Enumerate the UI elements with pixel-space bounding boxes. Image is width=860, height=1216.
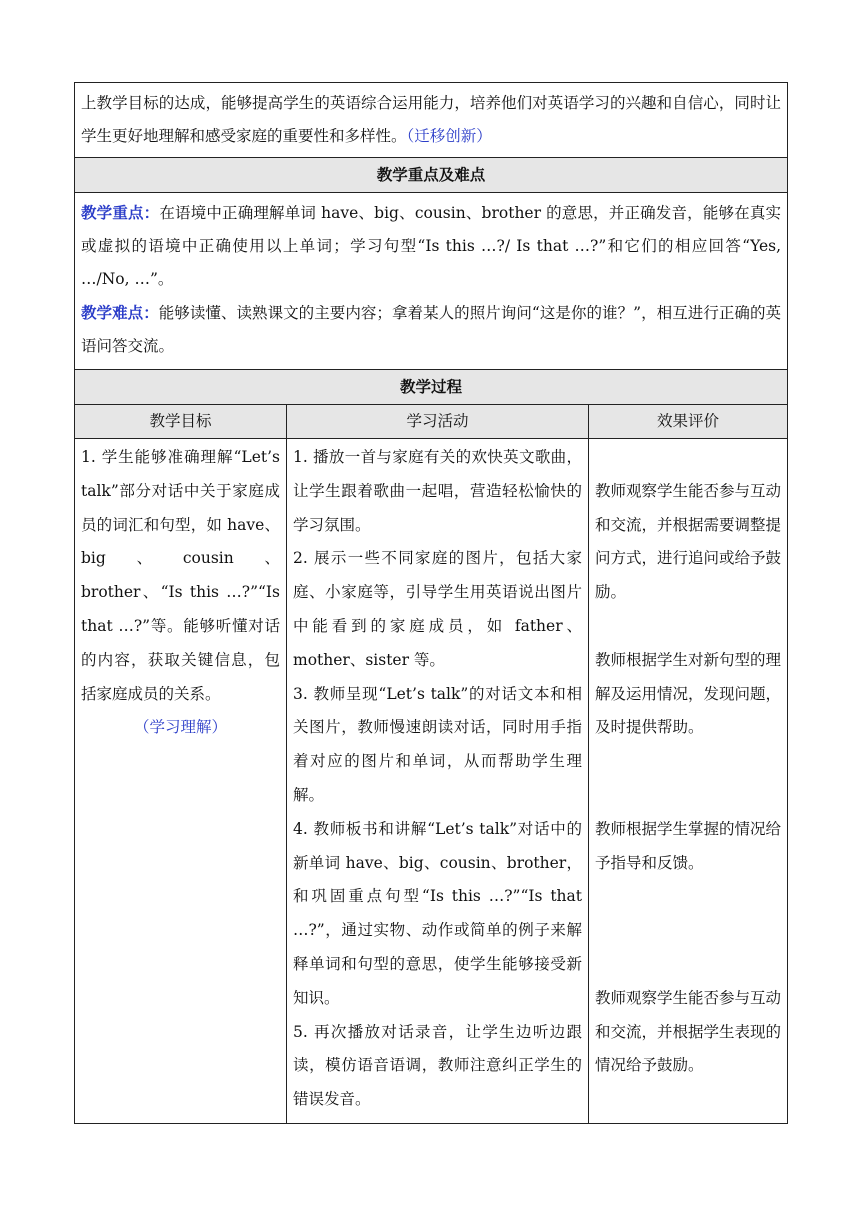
activity-item: 5. 再次播放对话录音，让学生边听边跟读，模仿语音语调，教师注意纠正学生的错误发音。 [293, 1022, 582, 1109]
evaluation-item: 教师根据学生掌握的情况给予指导和反馈。 [595, 819, 782, 872]
focus-paragraph [81, 196, 781, 296]
lesson-plan-table [74, 82, 788, 1124]
key-section-content [75, 193, 788, 370]
key-section-header-row [75, 158, 788, 193]
evaluation-cell [589, 439, 788, 1124]
process-content-row [75, 439, 788, 1124]
lesson-plan-document [74, 82, 787, 1124]
objectives-continuation-text: 上教学目标的达成，能够提高学生的英语综合运用能力，培养他们对英语学习的兴趣和自信心，同时让学生更好地理解和感受家庭的重要性和多样性。 [81, 94, 782, 145]
objectives-continuation-row [75, 83, 788, 158]
evaluation-item: 教师根据学生对新句型的理解及运用情况，发现问题，及时提供帮助。 [595, 650, 782, 737]
evaluation-item: 教师观察学生能否参与互动和交流，并根据需要调整提问方式，进行追问或给予鼓励。 [595, 481, 782, 602]
key-section-header: 教学重点及难点 [75, 158, 788, 193]
process-column-header-row [75, 405, 788, 439]
activities-cell [287, 439, 589, 1124]
activity-item: 2. 展示一些不同家庭的图片，包括大家庭、小家庭等，引导学生用英语说出图片中能看到的家庭成员，如 father、mother、sister 等。 [293, 549, 582, 669]
key-section-content-row [75, 193, 788, 370]
focus-label: 教学重点： [81, 203, 160, 222]
difficulty-paragraph [81, 296, 781, 363]
objectives-continuation-tag: （迁移创新） [406, 127, 492, 145]
goal-text: 1. 学生能够准确理解“Let’s talk”部分对话中关于家庭成员的词汇和句型，如 have、big、cousin、brother、“Is this …?”“Is that …?”等。能够听懂对话的内容，获取关键信息，包括家庭成员的关系。 [81, 448, 280, 703]
column-header-activities: 学习活动 [287, 405, 589, 439]
activity-item: 3. 教师呈现“Let’s talk”的对话文本和相关图片，教师慢速朗读对话，同时用手指着对应的图片和单词，从而帮助学生理解。 [293, 684, 582, 804]
activity-item: 1. 播放一首与家庭有关的欢快英文歌曲，让学生跟着歌曲一起唱，营造轻松愉快的学习氛围。 [293, 448, 582, 534]
goal-tag: （学习理解） [133, 718, 227, 737]
column-header-evaluation: 效果评价 [589, 405, 788, 439]
process-header-row [75, 370, 788, 405]
focus-text: 在语境中正确理解单词 have、big、cousin、brother 的意思，并正确发音，能够在真实或虚拟的语境中正确使用以上单词；学习句型“Is this …?/ Is that …?”和它们的相应回答“Yes, …/No, …”。 [81, 204, 782, 288]
objectives-continuation-cell [75, 83, 788, 158]
difficulty-label: 教学难点： [81, 303, 159, 322]
process-header: 教学过程 [75, 370, 788, 405]
difficulty-text: 能够读懂、读熟课文的主要内容；拿着某人的照片询问“这是你的谁？”，相互进行正确的英语问答交流。 [81, 304, 782, 355]
evaluation-item: 教师观察学生能否参与互动和交流，并根据学生表现的情况给予鼓励。 [595, 988, 782, 1075]
activity-item: 4. 教师板书和讲解“Let’s talk”对话中的新单词 have、big、cousin、brother，和巩固重点句型“Is this …?”“Is that …?”，通过实物、动作或简单的例子来解释单词和句型的意思，使学生能够接受新知识。 [293, 819, 582, 1007]
goal-cell [75, 439, 287, 1124]
column-header-goals: 教学目标 [75, 405, 287, 439]
